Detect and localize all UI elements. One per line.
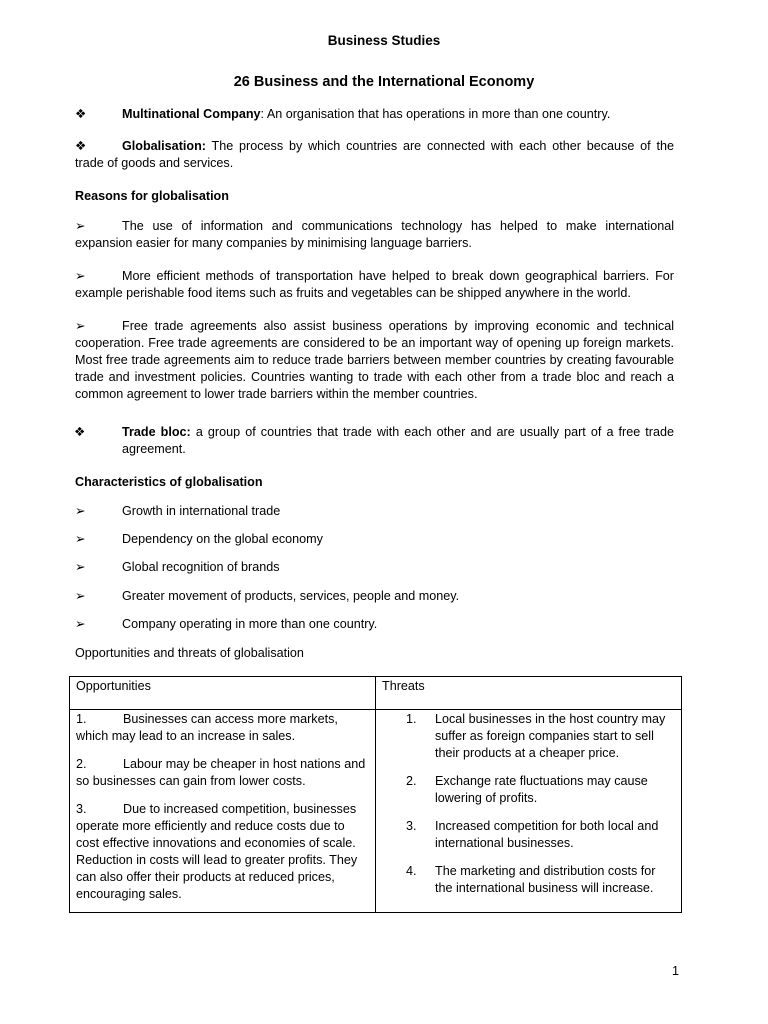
characteristic-item bbox=[75, 559, 280, 576]
reason-text: Free trade agreements also assist business operations by improving economic and technical cooperation. Free trade agreements are considered to be an important way of opening up foreign markets. Most free trade agreements aim to reduce trade barriers between member countries by creating favourable trade and investment policies. Countries wanting to trade with each other from a trade bloc and reach a common agreement to lower trade barriers within the member countries. bbox=[75, 319, 674, 401]
reasons-heading: Reasons for globalisation bbox=[75, 189, 229, 203]
table-caption: Opportunities and threats of globalisation bbox=[75, 646, 304, 660]
item-text: Labour may be cheaper in host nations and so businesses can gain from lower costs. bbox=[76, 757, 366, 788]
item-number: 2. bbox=[406, 774, 417, 788]
table-row bbox=[70, 710, 682, 913]
table-header-row bbox=[70, 677, 682, 710]
item-text: Due to increased competition, businesses operate more efficiently and reduce costs due to cost effective innovations and economies of scale. Reduction in costs will lead to greater profits. They can also offer their products at reduced prices, encouraging sales. bbox=[76, 802, 358, 901]
opportunities-threats-table bbox=[69, 676, 682, 913]
opportunity-item bbox=[76, 711, 369, 745]
arrow-bullet-icon: ➢ bbox=[75, 532, 86, 546]
characteristic-item bbox=[75, 531, 323, 548]
arrow-bullet-icon: ➢ bbox=[75, 560, 86, 574]
page-number: 1 bbox=[672, 964, 680, 978]
diamond-bullet-icon: ❖ bbox=[75, 139, 87, 153]
arrow-bullet-icon: ➢ bbox=[75, 319, 86, 333]
reason-item bbox=[75, 318, 674, 403]
item-number: 1. bbox=[406, 712, 417, 726]
trade-bloc-definition bbox=[74, 424, 674, 458]
definition-multinational bbox=[75, 106, 674, 123]
item-number: 3. bbox=[76, 802, 87, 816]
definition-term: Trade bloc: bbox=[122, 425, 191, 439]
threat-item bbox=[382, 711, 675, 762]
item-text: Increased competition for both local and international businesses. bbox=[435, 819, 659, 850]
arrow-bullet-icon: ➢ bbox=[75, 269, 86, 283]
reason-item bbox=[75, 218, 674, 252]
threat-item bbox=[382, 773, 675, 807]
definition-text: a group of countries that trade with each other and are usually part of a free trade agreement. bbox=[122, 425, 674, 456]
arrow-bullet-icon: ➢ bbox=[75, 617, 86, 631]
document-header: Business Studies bbox=[327, 33, 441, 48]
item-text: Exchange rate fluctuations may cause lowering of profits. bbox=[435, 774, 648, 805]
threat-item bbox=[382, 818, 675, 852]
definition-term: Multinational Company bbox=[122, 107, 261, 121]
characteristic-text: Company operating in more than one country. bbox=[122, 617, 378, 631]
item-number: 2. bbox=[76, 757, 87, 771]
characteristic-text: Greater movement of products, services, people and money. bbox=[122, 589, 460, 603]
characteristic-text: Global recognition of brands bbox=[122, 560, 280, 574]
characteristic-item bbox=[75, 616, 377, 633]
opportunities-header: Opportunities bbox=[70, 677, 376, 710]
item-text: Local businesses in the host country may suffer as foreign companies start to sell their products at a cheaper price. bbox=[435, 712, 666, 760]
item-number: 3. bbox=[406, 819, 417, 833]
diamond-bullet-icon: ❖ bbox=[75, 107, 87, 121]
opportunities-cell bbox=[70, 710, 376, 913]
arrow-bullet-icon: ➢ bbox=[75, 504, 86, 518]
threat-item bbox=[382, 863, 675, 897]
definition-term: Globalisation: bbox=[122, 139, 206, 153]
definition-globalisation bbox=[75, 138, 674, 172]
definition-text: An organisation that has operations in more than one country. bbox=[264, 107, 611, 121]
item-text: The marketing and distribution costs for the international business will increase. bbox=[435, 864, 656, 895]
definition-separator: : bbox=[260, 107, 265, 121]
diamond-bullet-icon: ❖ bbox=[74, 425, 86, 439]
opportunity-item bbox=[76, 756, 369, 790]
threats-cell bbox=[376, 710, 682, 913]
arrow-bullet-icon: ➢ bbox=[75, 219, 86, 233]
page-title: 26 Business and the International Economy bbox=[233, 74, 535, 90]
characteristic-text: Dependency on the global economy bbox=[122, 532, 323, 546]
characteristic-item bbox=[75, 588, 459, 605]
reason-text: More efficient methods of transportation have helped to break down geographical barriers. For example perishable food items such as fruits and vegetables can be shipped anywhere in the world. bbox=[75, 269, 674, 300]
reason-text: The use of information and communications technology has helped to make international expansion easier for many companies by minimising language barriers. bbox=[75, 219, 674, 250]
opportunity-item bbox=[76, 801, 369, 903]
item-text: Businesses can access more markets, which may lead to an increase in sales. bbox=[76, 712, 338, 743]
item-number: 1. bbox=[76, 712, 87, 726]
reason-item bbox=[75, 268, 674, 302]
item-number: 4. bbox=[406, 864, 417, 878]
arrow-bullet-icon: ➢ bbox=[75, 589, 86, 603]
characteristics-heading: Characteristics of globalisation bbox=[75, 475, 263, 489]
characteristic-item bbox=[75, 503, 280, 520]
definition-text: The process by which countries are connected with each other because of the trade of goods and services. bbox=[75, 139, 674, 170]
characteristic-text: Growth in international trade bbox=[122, 504, 281, 518]
threats-header: Threats bbox=[376, 677, 682, 710]
